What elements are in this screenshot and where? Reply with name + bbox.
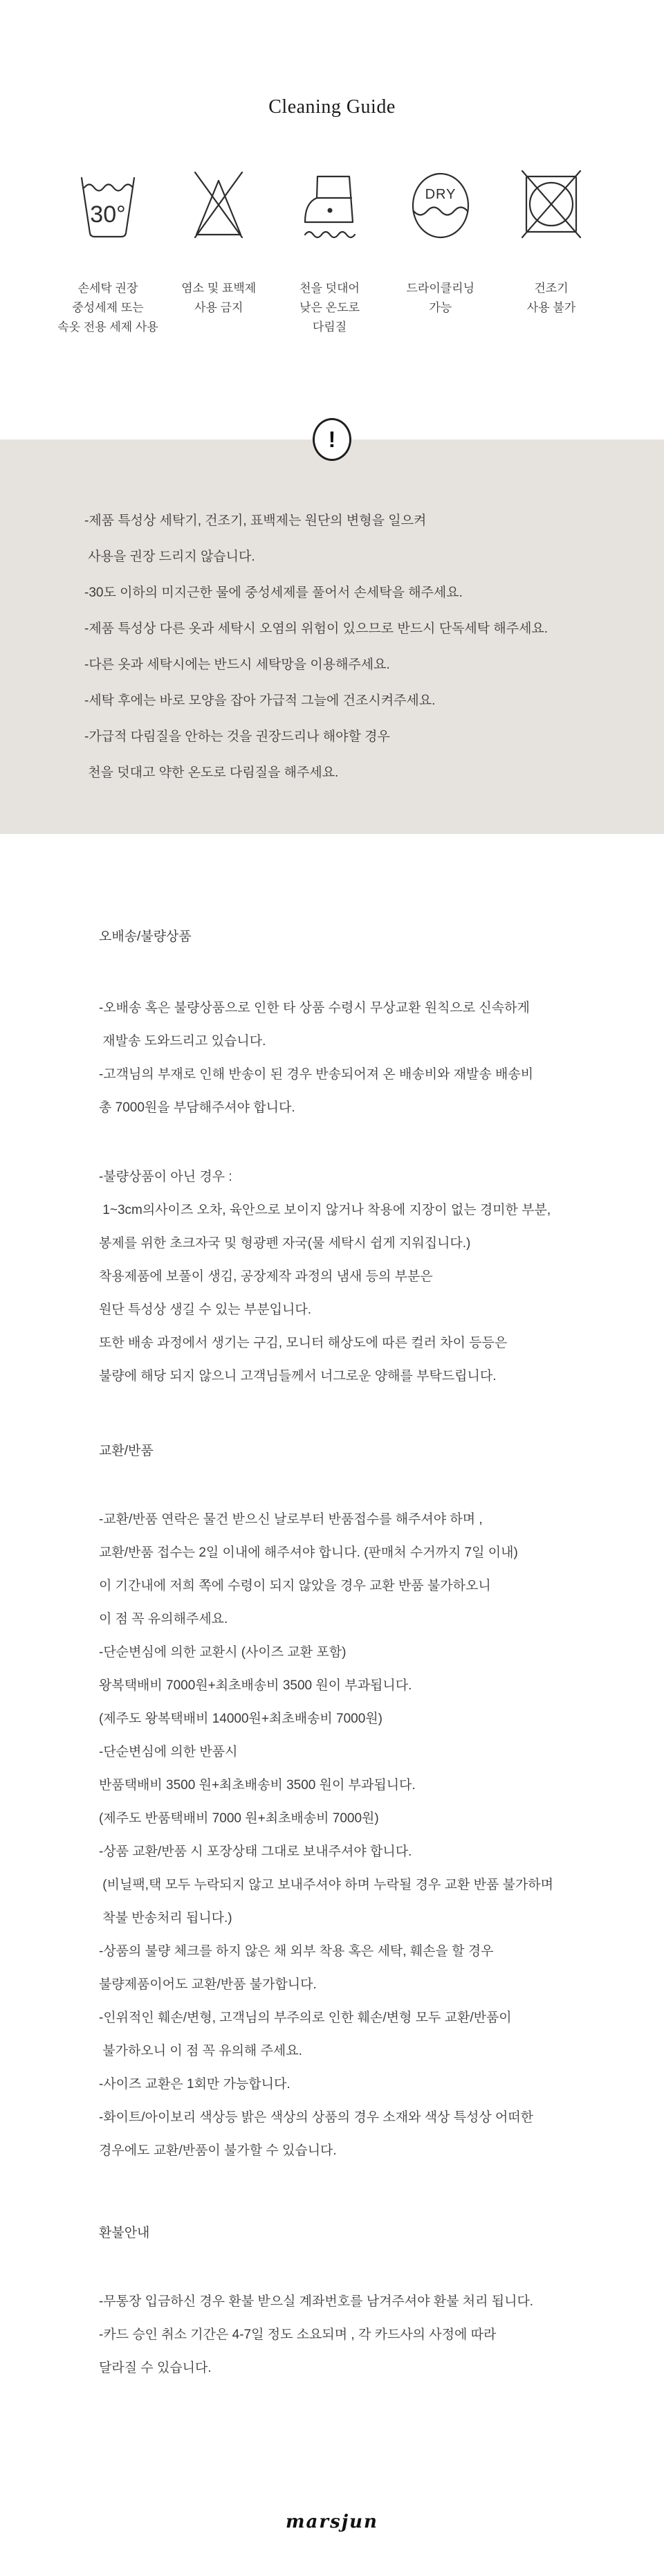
body-line: (비닐팩,택 모두 누락되지 않고 보내주셔야 하며 누락될 경우 교환 반품 불가하며	[99, 1878, 554, 1892]
notice-line: -제품 특성상 다른 옷과 세탁시 오염의 위험이 있으므로 반드시 단독세탁 해주세요.	[84, 622, 548, 636]
body-line: 원단 특성상 생길 수 있는 부분입니다.	[99, 1303, 311, 1317]
care-label-no-tumble-dry: 건조기 사용 불가	[526, 282, 576, 314]
body-line: -사이즈 교환은 1회만 가능합니다.	[99, 2077, 290, 2092]
body-line: 이 기간내에 저희 쪽에 수령이 되지 않았을 경우 교환 반품 불가하오니	[99, 1579, 491, 1593]
care-label-no-bleach: 염소 및 표백제 사용 금지	[181, 282, 257, 314]
notice-line: 사용을 권장 드리지 않습니다.	[84, 550, 255, 564]
section-exchange-return	[99, 1435, 636, 2168]
handwash-30-icon	[75, 168, 141, 240]
body-line: 교환/반품 접수는 2일 이내에 해주셔야 합니다. (판매처 수거까지 7일 이내)	[99, 1545, 518, 1560]
section-heading: 오배송/불량상품	[99, 929, 192, 944]
body-line: 착불 반송처리 됩니다.)	[99, 1911, 232, 1925]
paragraph-group	[99, 1161, 636, 1393]
care-item-no-tumble-dry	[499, 168, 603, 337]
body-line: 총 7000원을 부담해주셔야 합니다.	[99, 1100, 295, 1115]
body-line: -단순변심에 의한 교환시 (사이즈 교환 포함)	[99, 1645, 347, 1660]
care-label-handwash: 손세탁 권장 중성세제 또는 속옷 전용 세제 사용	[57, 282, 158, 334]
body-line: 왕복택배비 7000원+최초배송비 3500 원이 부과됩니다.	[99, 1678, 412, 1693]
care-item-handwash	[56, 168, 160, 337]
body-line: -고객님의 부재로 인해 반송이 된 경우 반송되어져 온 배송비와 재발송 배송비	[99, 1067, 534, 1082]
body-line: -인위적인 훼손/변형, 고객님의 부주의로 인한 훼손/변형 모두 교환/반품이	[99, 2011, 512, 2025]
body-line: 봉제를 위한 초크자국 및 형광펜 자국(물 세탁시 쉽게 지워집니다.)	[99, 1236, 471, 1251]
body-line: -무통장 입금하신 경우 환불 받으실 계좌번호를 남겨주셔야 환불 처리 됩니다.	[99, 2294, 534, 2309]
body-line: 불량제품이어도 교환/반품 불가합니다.	[99, 1977, 317, 1992]
body-line: -교환/반품 연락은 물건 받으신 날로부터 반품접수를 해주셔야 하며 ,	[99, 1512, 483, 1527]
body-line: 1~3cm의사이즈 오차, 육안으로 보이지 않거나 착용에 지장이 없는 경미한 부분,	[99, 1203, 551, 1217]
no-tumble-dry-icon	[518, 168, 584, 240]
section-heading: 교환/반품	[99, 1444, 154, 1458]
notice-line: -세탁 후에는 바로 모양을 잡아 가급적 그늘에 건조시켜주세요.	[84, 693, 436, 708]
wash-temp-label: 30°	[90, 201, 126, 228]
care-item-no-bleach	[167, 168, 270, 337]
dry-clean-icon	[407, 168, 474, 240]
notice-line: -제품 특성상 세탁기, 건조기, 표백제는 원단의 변형을 일으켜	[84, 514, 427, 528]
body-line: (제주도 반품택배비 7000 원+최초배송비 7000원)	[99, 1811, 379, 1826]
body-line: 재발송 도와드리고 있습니다.	[99, 1034, 266, 1049]
no-bleach-icon	[185, 168, 252, 240]
paragraph-group	[99, 2285, 636, 2385]
care-item-iron-low	[278, 168, 382, 337]
body-line: -오배송 혹은 불량상품으로 인한 타 상품 수령시 무상교환 원칙으로 신속하게	[99, 1001, 530, 1015]
body-line: 불량에 해당 되지 않으니 고객님들께서 너그로운 양해를 부탁드립니다.	[99, 1369, 497, 1384]
body-line: -카드 승인 취소 기간은 4-7일 정도 소요되며 , 각 카드사의 사정에 따라	[99, 2328, 497, 2342]
notice-line: -다른 옷과 세탁시에는 반드시 세탁망을 이용해주세요.	[84, 657, 390, 672]
body-line: -상품의 불량 체크를 하지 않은 채 외부 착용 혹은 세탁, 훼손을 할 경우	[99, 1944, 494, 1959]
body-line: -화이트/아이보리 색상등 밝은 색상의 상품의 경우 소재와 색상 특성상 어떠한	[99, 2110, 534, 2125]
body-line: (제주도 왕복택배비 14000원+최초배송비 7000원)	[99, 1712, 382, 1726]
body-line: 달라질 수 있습니다.	[99, 2361, 212, 2375]
care-icons-row	[56, 168, 603, 337]
notice-line: 천을 덧대고 약한 온도로 다림질을 해주세요.	[84, 765, 339, 780]
paragraph-group	[99, 992, 636, 1125]
page-title: Cleaning Guide	[268, 96, 396, 118]
section-heading: 환불안내	[99, 2226, 150, 2240]
dry-label: DRY	[425, 187, 456, 202]
notice-line: -가급적 다림질을 안하는 것을 권장드리나 해야할 경우	[84, 729, 390, 744]
notice-line: -30도 이하의 미지근한 물에 중성세제를 풀어서 손세탁을 해주세요.	[84, 586, 463, 600]
care-item-dry-clean	[389, 168, 492, 337]
paragraph-group	[99, 1503, 636, 2168]
body-line: 이 점 꼭 유의해주세요.	[99, 1612, 228, 1626]
care-label-dry-clean: 드라이클리닝 가능	[406, 282, 475, 314]
iron-low-cloth-icon	[297, 168, 363, 240]
exclamation-icon: !	[313, 418, 351, 461]
body-line: 경우에도 교환/반품이 불가할 수 있습니다.	[99, 2143, 337, 2158]
body-line: 반품택배비 3500 원+최초배송비 3500 원이 부과됩니다.	[99, 1778, 416, 1793]
care-notice-box	[0, 426, 664, 834]
body-line: 또한 배송 과정에서 생기는 구김, 모니터 해상도에 따른 컬러 차이 등등은	[99, 1336, 508, 1350]
section-refund-guide	[99, 2217, 636, 2385]
body-line: -상품 교환/반품 시 포장상태 그대로 보내주셔야 합니다.	[99, 1844, 412, 1859]
body-line: 착용제품에 보풀이 생김, 공장제작 과정의 냄새 등의 부분은	[99, 1269, 433, 1284]
care-label-iron-low: 천을 덧대어 낮은 온도로 다림질	[299, 282, 360, 334]
body-line: -불량상품이 아닌 경우 :	[99, 1170, 232, 1184]
section-misdelivery-defect	[99, 920, 636, 1393]
body-line: 불가하오니 이 점 꼭 유의해 주세요.	[99, 2044, 302, 2058]
body-line: -단순변심에 의한 반품시	[99, 1745, 238, 1759]
brand-logo: marsjun	[286, 2512, 378, 2532]
